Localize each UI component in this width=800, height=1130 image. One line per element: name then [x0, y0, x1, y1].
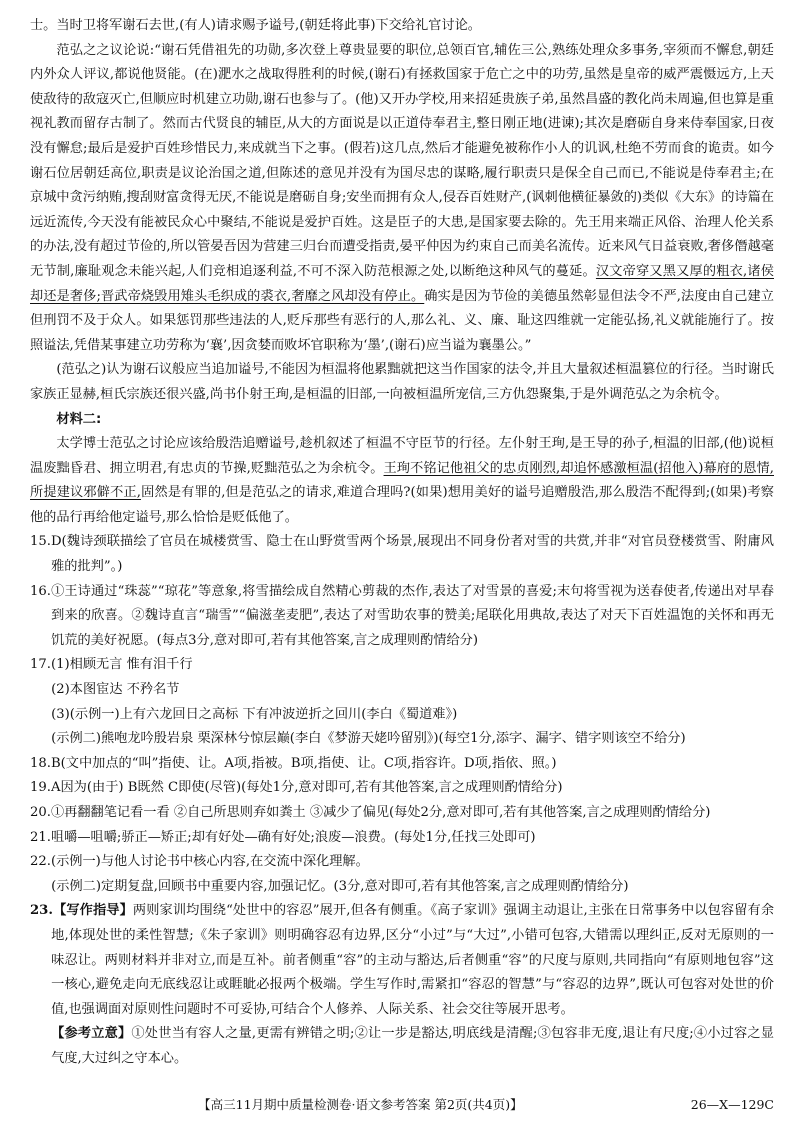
- translation-paragraph-3: (范弘之)认为谢石议般应当追加谥号,不能因为桓温将他累黜就把这当作国家的法令,并且大量叙述桓温篡位的行径。当时谢氏家族正显赫,桓氏宗族还很兴盛,尚书仆射王珣,是桓温的旧部,一向被桓温所宠信,三方仇怨聚集,于是外调范弘之为余杭令。: [30, 362, 774, 402]
- answer-17-4: (示例二)熊咆龙吟殷岩泉 栗深林兮惊层巅(李白《梦游天姥吟留别》)(每空1分,添字、漏字、错字则该空不给分): [51, 731, 686, 747]
- answer-17-1: 17.(1)相顾无言 惟有泪千行: [30, 657, 193, 673]
- answer-22-2: (示例二)定期复盘,回顾书中重要内容,加强记忆。(3分,意对即可,若有其他答案,言之成理则酌情给分): [51, 878, 629, 894]
- answer-20: 20.①再翻翻笔记看一看 ②自己所思则弃如粪土 ③减少了偏见(每处2分,意对即可,若有其他答案,言之成理则酌情给分): [30, 805, 711, 820]
- material-two-heading: 材料二:: [56, 411, 102, 427]
- answer-19: 19.A因为(由于) B既然 C即使(尽管)(每处1分,意对即可,若有其他答案,言之成理则酌情给分): [30, 780, 563, 796]
- page-footer: [30, 1095, 774, 1115]
- answer-17-3: (3)(示例一)上有六龙回日之高标 下有冲波逆折之回川(李白《蜀道难》): [51, 706, 458, 722]
- translation-line-1: 士。当时卫将军谢石去世,(有人)请求赐予谥号,(朝廷将此事)下交给礼官讨论。: [30, 18, 481, 33]
- answer-23-guidance: 23.【写作指导】两则家训均围绕“处世中的容忍”展开,但各有侧重。《高子家训》强调主动退让,主张在日常事务中以包容留有余地,体现处世的柔性智慧;《朱子家训》则明确容忍有边界,区分“小过”与“大过”,小错可包容,大错需以理纠正,反对无原则的一味忍让。两则材料并非对立,而是互补。前者侧重“容”的主动与豁达,后者侧重“容”的尺度与原则,共同指向“有原则地包容”这一核心,避免走向无底线忍让或睚眦必报两个极端。学生写作时,需紧扣“容忍的智慧”与“容忍的边界”,既认可包容对处世的价值,也强调面对原则性问题时不可妥协,可结合个人修养、人际关系、社会交往等展开思考。: [30, 903, 775, 1017]
- answer-17-2: (2)本图宦达 不矜名节: [51, 682, 180, 698]
- underlined-sentence: 王珣不铭记他祖父的忠贞刚烈,却追怀感激桓温(招他入)幕府的恩情,所提建议邪僻不正,: [30, 460, 774, 501]
- material-two-paragraph: 太学博士范弘之讨论应该给殷浩追赠谥号,趁机叙述了桓温不守臣节的行径。左仆射王珣,是王导的孙子,桓温的旧部,(他)说桓温废黜昏君、拥立明君,有忠贞的节操,贬黜范弘之为余杭令。王珣不铭记他祖父的忠贞刚烈,却追怀感激桓温(招他入)幕府的恩情,所提建议邪僻不正,固然是有罪的,但是范弘之的请求,难道合理吗?(如果)想用美好的谥号追赠殷浩,那么殷浩不配得到;(如果)考察他的品行再给他定谥号,那么恰恰是贬低他了。: [30, 436, 774, 525]
- answer-23-themes: 【参考立意】①处世当有容人之量,更需有辨错之明;②让一步是豁达,明底线是清醒;③包容非无度,退让有尺度;④小过容之显气度,大过纠之守本心。: [51, 1026, 774, 1066]
- translation-paragraph-2: 范弘之之议论说:“谢石凭借祖先的功勋,多次登上尊贵显要的职位,总领百官,辅佐三公,熟练处理众多事务,宰须而不懈怠,朝廷内外众人评议,都说他贤能。(在)淝水之战取得胜利的时候,(谢石)有拯救国家于危亡之中的功劳,虽然是皇帝的威严震慑远方,上天使敌待的敌寇灭亡,但顺应时机建立功勋,谢石也参与了。(他)又开办学校,用来招延贵族子弟,虽然昌盛的教化尚未周遍,但也算是重视礼教而留存古制了。然而古代贤良的辅臣,从大的方面说是以正道侍奉君主,整日刚正地(进谏);其次是磨砺自身来侍奉国家,日夜没有懈怠;最后是爱护百姓珍惜民力,来成就当下之事。(假若)这几点,然后才能避免被称作小人的讥讽,杜绝不劳而食的诡责。如今谢石位居朝廷高位,职责是议论治国之道,但陈述的意见并没有为国尽忠的谋略,履行职责只是保全自己而已,不能说是侍奉君主;在京城中贪污纳贿,搜刮财富贪得无厌,不能说是磨砺自身;安坐而拥有众人,侵吞百姓财产,(讽刺他横征暴敛的)类似《大东》的诗篇在远近流传,今天没有能被民众心中聚结,不能说是爱护百姓。这是臣子的大患,是国家要去除的。先王用来端正风俗、治理人伦关系的办法,没有超过节俭的,所以管晏吾因为营建三归台而遭受指责,晏平仲因为约束自己而美名流传。近来风气日益衰败,奢侈僭越毫无节制,廉耻观念未能兴起,人们竞相追逐利益,不可不深入防范根源之处,以断绝这种风气的蔓延。汉文帝穿又黑又厚的粗衣,诸侯却还是奢侈;晋武帝烧毁用雉头毛织成的裘衣,奢靡之风却没有停止。确实是因为节俭的美德虽然彰显但法令不严,法度由自己建立但刑罚不及于众人。如果惩罚那些违法的人,贬斥那些有恶行的人,那么礼、义、廉、耻这四维就一定能弘扬,礼义就能施行了。按照谥法,凭借某事建立功劳称为‘襄’,因贪婪而败坏官职称为‘墨’,(谢石)应当谥为襄墨公。”: [30, 42, 774, 353]
- answer-22-1: 22.(示例一)与他人讨论书中核心内容,在交流中深化理解。: [30, 854, 369, 870]
- answer-16: 16.①王诗通过“珠蕊”“琼花”等意象,将雪描绘成自然精心剪裁的杰作,表达了对雪景的喜爱;末句将雪视为送春使者,传递出对早春到来的欣喜。②魏诗直言“瑞雪”“偏滋垄麦肥”,表达了对雪助农事的赞美;尾联化用典故,表达了对天下百姓温饱的关怀和再无饥荒的美好祝愿。(每点3分,意对即可,若有其他答案,言之成理则酌情给分): [30, 583, 774, 648]
- answer-21: 21.咀嚼—咀嚼;骄正—矫正;却有好处—确有好处;浪废—浪费。(每处1分,任找三处即可): [30, 829, 536, 845]
- underlined-sentence: 汉文帝穿又黑又厚的粗衣,诸侯却还是奢侈;晋武帝烧毁用雉头毛织成的裘衣,奢靡之风却没有停止。: [30, 263, 774, 304]
- answer-page: [30, 14, 774, 1072]
- answer-18: 18.B(文中加点的“叫”指使、让。A项,指被。B项,指使、让。C项,指容许。D项,指依、照。): [30, 755, 557, 771]
- answer-15: 15.D(魏诗颈联描绘了官员在城楼赏雪、隐士在山野赏雪两个场景,展现出不同身份者对雪的共赏,并非“对官员登楼赏雪、附庸风雅的批判”。): [30, 534, 774, 575]
- footer-code: 26—X—129C: [690, 1097, 774, 1112]
- footer-title: 【高三11月期中质量检测卷·语文参考答案 第2页(共4页)】: [198, 1097, 523, 1112]
